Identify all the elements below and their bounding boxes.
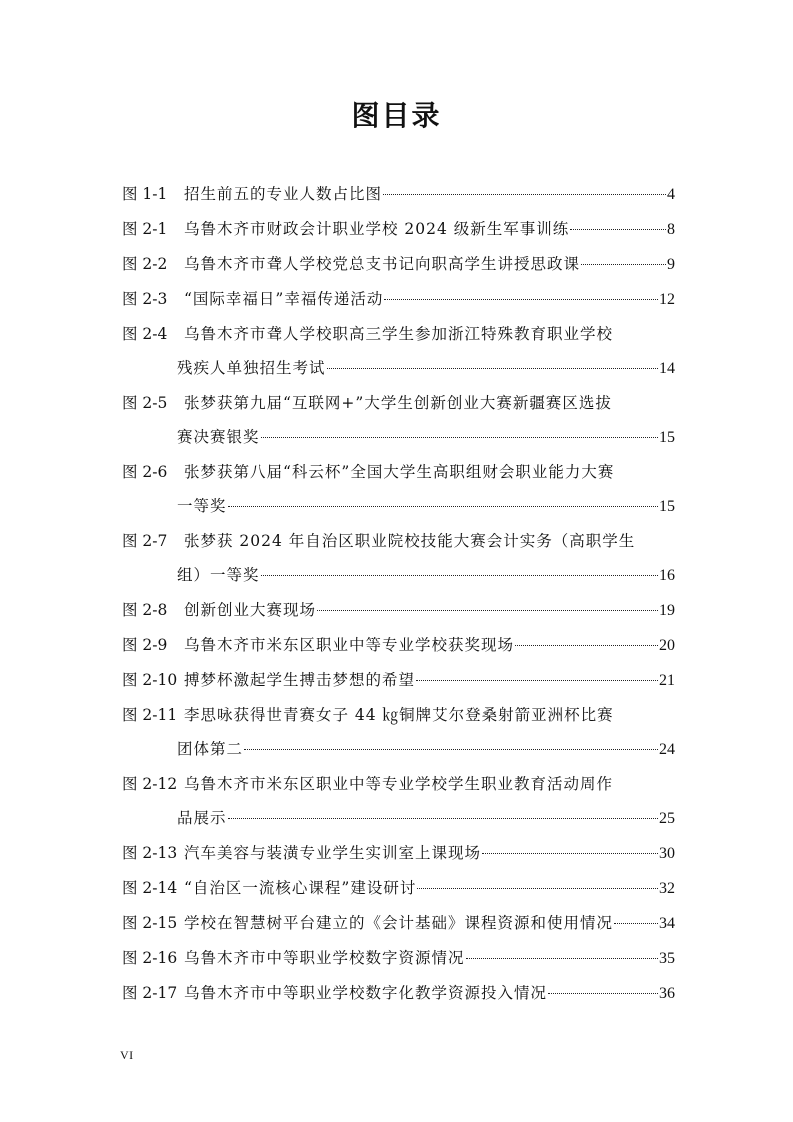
dot-leader xyxy=(482,853,658,854)
toc-entry-line xyxy=(122,177,675,212)
dot-leader xyxy=(327,368,658,369)
figure-caption: “自治区一流核心课程”建设研讨 xyxy=(184,879,417,897)
toc-entry-line xyxy=(122,836,675,871)
toc-entry-line xyxy=(122,871,675,906)
page-number: 8 xyxy=(667,221,675,238)
figure-label: 图 2-3 xyxy=(122,290,168,308)
figure-caption: 乌鲁木齐市聋人学校职高三学生参加浙江特殊教育职业学校 xyxy=(184,325,614,343)
toc-entry-line xyxy=(122,976,675,1011)
figure-caption-continued: 品展示 xyxy=(177,809,227,827)
figure-label: 图 1-1 xyxy=(122,185,168,203)
figure-label: 图 2-4 xyxy=(122,325,168,343)
page-number: 14 xyxy=(659,360,675,377)
toc-entry-line xyxy=(122,941,675,976)
dot-leader xyxy=(383,194,666,195)
toc-entry-line xyxy=(122,698,675,732)
toc-entry-line xyxy=(122,282,675,317)
page-number: 12 xyxy=(659,291,675,308)
figure-label: 图 2-15 xyxy=(122,914,178,932)
toc-entry-line xyxy=(122,906,675,941)
page-number: 15 xyxy=(659,429,675,446)
toc-entry-continuation xyxy=(122,420,675,455)
figure-caption: 招生前五的专业人数占比图 xyxy=(184,185,383,203)
page-number: 19 xyxy=(659,602,675,619)
figure-caption: 乌鲁木齐市财政会计职业学校 2024 级新生军事训练 xyxy=(184,220,570,238)
toc-entry-line xyxy=(122,767,675,801)
page-number: 35 xyxy=(659,950,675,967)
toc-entry-line xyxy=(122,628,675,663)
figure-caption: 创新创业大赛现场 xyxy=(184,601,317,619)
toc-entry[interactable] xyxy=(122,524,675,593)
toc-entry-line xyxy=(122,317,675,351)
figure-caption: 搏梦杯激起学生搏击梦想的希望 xyxy=(184,671,416,689)
toc-entry[interactable] xyxy=(122,386,675,455)
figure-caption: “国际幸福日”幸福传递活动 xyxy=(184,290,384,308)
page-number-footer: VI xyxy=(120,1048,134,1062)
figure-label: 图 2-11 xyxy=(122,706,178,724)
toc-entry[interactable] xyxy=(122,976,675,1011)
toc-entry-continuation xyxy=(122,732,675,767)
figure-caption-continued: 赛决赛银奖 xyxy=(177,428,260,446)
page-number: 32 xyxy=(659,880,675,897)
figure-label: 图 2-9 xyxy=(122,636,168,654)
figure-caption: 汽车美容与装潢专业学生实训室上课现场 xyxy=(184,844,482,862)
dot-leader xyxy=(228,818,658,819)
toc-entry[interactable] xyxy=(122,906,675,941)
figure-caption: 乌鲁木齐市米东区职业中等专业学校获奖现场 xyxy=(184,636,515,654)
figure-caption: 乌鲁木齐市中等职业学校数字化教学资源投入情况 xyxy=(184,984,548,1002)
toc-entry-line xyxy=(122,593,675,628)
page-number: 24 xyxy=(659,741,675,758)
toc-entry[interactable] xyxy=(122,455,675,524)
toc-entry-line xyxy=(122,455,675,489)
page-number: 36 xyxy=(659,985,675,1002)
figure-label: 图 2-6 xyxy=(122,463,168,481)
page-number: 4 xyxy=(667,186,675,203)
figure-label: 图 2-16 xyxy=(122,949,178,967)
page-number: 20 xyxy=(659,637,675,654)
dot-leader xyxy=(261,575,658,576)
toc-entry-continuation xyxy=(122,489,675,524)
dot-leader xyxy=(244,749,658,750)
toc-entry-continuation xyxy=(122,801,675,836)
toc-entry-line xyxy=(122,524,675,558)
toc-entry[interactable] xyxy=(122,836,675,871)
figure-caption-continued: 团体第二 xyxy=(177,740,244,758)
figure-caption-continued: 残疾人单独招生考试 xyxy=(177,359,326,377)
figure-caption: 乌鲁木齐市聋人学校党总支书记向职高学生讲授思政课 xyxy=(184,255,581,273)
dot-leader xyxy=(570,229,666,230)
dot-leader xyxy=(261,437,658,438)
dot-leader xyxy=(384,299,658,300)
page-number: 15 xyxy=(659,498,675,515)
page-title: 图目录 xyxy=(351,99,442,132)
toc-entry[interactable] xyxy=(122,247,675,282)
dot-leader xyxy=(548,993,658,994)
figure-label: 图 2-17 xyxy=(122,984,178,1002)
toc-entry[interactable] xyxy=(122,593,675,628)
figure-caption-continued: 组）一等奖 xyxy=(177,566,260,584)
dot-leader xyxy=(581,264,666,265)
toc-entry-continuation xyxy=(122,558,675,593)
page-number: 30 xyxy=(659,845,675,862)
figure-label: 图 2-7 xyxy=(122,532,168,550)
page-number: 16 xyxy=(659,567,675,584)
dot-leader xyxy=(614,923,658,924)
page-number: 25 xyxy=(659,810,675,827)
dot-leader xyxy=(228,506,658,507)
dot-leader xyxy=(317,610,658,611)
figure-caption: 张梦获 2024 年自治区职业院校技能大赛会计实务（高职学生 xyxy=(184,532,636,550)
toc-entry[interactable] xyxy=(122,767,675,836)
dot-leader xyxy=(515,645,658,646)
figure-caption-continued: 一等奖 xyxy=(177,497,227,515)
figure-label: 图 2-2 xyxy=(122,255,168,273)
page-number: 9 xyxy=(667,256,675,273)
toc-entry-line xyxy=(122,247,675,282)
toc-entry-line xyxy=(122,386,675,420)
figure-label: 图 2-14 xyxy=(122,879,178,897)
toc-entry[interactable] xyxy=(122,941,675,976)
dot-leader xyxy=(466,958,658,959)
page-number: 34 xyxy=(659,915,675,932)
figure-label: 图 2-8 xyxy=(122,601,168,619)
toc-entry[interactable] xyxy=(122,663,675,698)
figure-caption: 乌鲁木齐市中等职业学校数字资源情况 xyxy=(184,949,465,967)
toc-entry[interactable] xyxy=(122,628,675,663)
figure-caption: 李思咏获得世青赛女子 44 ㎏铜牌艾尔登桑射箭亚洲杯比赛 xyxy=(184,706,614,724)
dot-leader xyxy=(417,888,658,889)
toc-entry[interactable] xyxy=(122,871,675,906)
figure-label: 图 2-5 xyxy=(122,394,168,412)
toc-entry-line xyxy=(122,212,675,247)
toc-entry[interactable] xyxy=(122,317,675,386)
toc-entry-continuation xyxy=(122,351,675,386)
figure-list xyxy=(122,177,675,1011)
figure-caption: 张梦获第八届“科云杯”全国大学生高职组财会职业能力大赛 xyxy=(184,463,615,481)
toc-entry[interactable] xyxy=(122,698,675,767)
toc-entry[interactable] xyxy=(122,282,675,317)
figure-label: 图 2-10 xyxy=(122,671,178,689)
figure-label: 图 2-13 xyxy=(122,844,178,862)
figure-caption: 学校在智慧树平台建立的《会计基础》课程资源和使用情况 xyxy=(184,914,614,932)
dot-leader xyxy=(416,680,658,681)
toc-entry[interactable] xyxy=(122,177,675,212)
figure-caption: 乌鲁木齐市米东区职业中等专业学校学生职业教育活动周作 xyxy=(184,775,614,793)
toc-entry[interactable] xyxy=(122,212,675,247)
figure-label: 图 2-1 xyxy=(122,220,168,238)
figure-label: 图 2-12 xyxy=(122,775,178,793)
page-number: 21 xyxy=(659,672,675,689)
toc-entry-line xyxy=(122,663,675,698)
figure-caption: 张梦获第九届“互联网+”大学生创新创业大赛新疆赛区选拔 xyxy=(184,394,612,412)
